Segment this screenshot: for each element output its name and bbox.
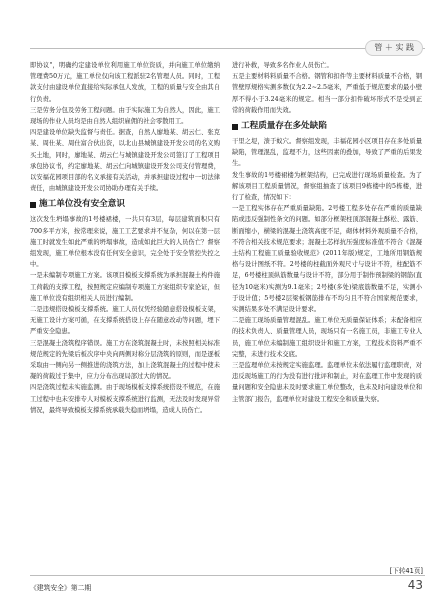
section-tab: 管 ＋ 实 践 (365, 40, 423, 56)
paragraph: 四是建设单位缺失监督与责任。据查，自然人廖地某、胡云仁、张克某、周仕某、周仕富合伙出资，以北山县城镇建设开发公司的名义购买土地，同时，廖地某、胡云仁与城镇建设开发公司签订了工程项目承包协议书，约定廖地某、胡云仁向城镇建设开发公司支付管理费，以安福花园项目部的名义承接有关活动，并承担建设过程中一切法律责任，由城镇建设开发公司协助办理有关手续。 (30, 129, 220, 193)
continuation-note: [下转41页] (389, 567, 423, 575)
paragraph: 发生事故的1号楼裙楼为框架结构，已完成进行现场质量检查。为了解该项目工程质量情况，督察组抽查了该项目9栋楼中的5栋楼，进行了检查，情况如下： (232, 171, 422, 202)
paragraph: 进行补救，导致多名作业人员伤亡。 (232, 62, 333, 69)
page-number: 43 (407, 578, 423, 592)
paragraph: 二是违规搭设模板支撑系统。施工人员仅凭经验随意搭设模板支架，无施工设计方案可循，在支撑系统搭设上存在随意改动等问题，埋下严重安全隐患。 (30, 306, 220, 336)
section-heading (30, 198, 220, 211)
paragraph: 一是未编制专项施工方案。该项目模板支撑系统为承担混凝土构件施工荷载的支撑工程，按照规定应编制专项施工方案组织专家论证，但施工单位没有组织相关人员进行编制。 (30, 272, 220, 302)
paragraph: 即协议"，明确约定建设单位利用施工单位资质，并向施工单位缴纳管理费50万元，施工单位仅向该工程派驻2名管理人员。同时，工程款支付由建设单位直接给实际承包人发放，工程的质量与安全由其自行负责。 (30, 62, 220, 103)
square-bullet-icon (232, 124, 238, 130)
paragraph: 干里之堤，溃于蚁穴。督察组发现，丰福花园小区项目存在多处质量缺陷，管理混乱，监理不力，这些因素的叠加，导致了严重的后果发生。 (232, 138, 422, 168)
right-column (232, 60, 422, 405)
paragraph: 三是监理单位未按规定实施监理。监理单位未依法履行监理职责，对违反现场施工的行为没有进行批评和制止，对在监理工作中发现的质量问题和安全隐患未及时要求施工单位整改，也未及时向建设单位和主管部门报告，监理单位对建设工程安全和质量失察。 (232, 362, 422, 403)
paragraph: 一是工程实体存在严重质量缺陷。2号楼工程多处存在严重的质量缺陷或违反强制性条文的问题。如部分框架柱顶部混凝土酥松、露筋、断面缩小，横梁的混凝土浇筑高度不足，砌体材料外观质量不合格，不符合相关技术规范要求；混凝土芯样抗压强度标准值不符合《混凝土结构工程施工质量验收规范》(2011年版)规定，工地所用钢筋规格与设计图纸不符。2号楼的柱截面外观尺寸与设计不符，柱配筋不足，6号楼柱顶纵筋数量与设计不符，部分用于制作预制梁的钢筋(直径为10毫米)实测为9.1毫米；2号楼(多处)梁底筋数量不足，实测小于设计值；5号楼2层梁板钢筋排布不均匀且不符合国家规范要求，实测结果多处不满足设计要求。 (232, 205, 422, 314)
footer-rule (30, 575, 425, 576)
section-heading-text: 工程质量存在多处缺陷 (241, 121, 327, 132)
section-heading (232, 120, 422, 133)
paragraph: 五是主要材料料质量不合格。钢管和扣件等主要材料质量不合格，钢管壁厚规格实测多数仅为2.2~2.5毫米，严重低于规范要求的最小壁厚不得小于3.24毫米的规定。相当一部分扣件破坏形式不是受到正常的荷载作用而失效。 (232, 73, 422, 114)
paragraph: 三是混凝土浇筑程序错误。施工方在浇筑混凝土时，未按照相关标准规范规定的先梁后板次序中央向两侧对称分层浇筑的原则，而是逐板采取由一侧向另一侧推进的浇筑方法，加上浇筑混凝土的过程中使未凝的荷载过于集中，应力分布出现局部过大的情况。 (30, 339, 220, 381)
journal-name: 《建筑安全》第二期 (30, 584, 92, 592)
paragraph: 三是劳务分包及劳务工程问题。由于实际施工为自然人，因此，施工现场的作业人员均是由自然人组织雇佣的社会零散用工。 (30, 106, 220, 126)
paragraph: 二是施工现场质量管理混乱。施工单位无质量保证体系；未配备相应的技术负责人、质量管理人员，现场只有一名施工员，非施工专业人员，施工单位未编制施工组织设计和施工方案，工程技术资料严重不完整，未进行技术交底。 (232, 317, 422, 358)
square-bullet-icon (30, 202, 36, 208)
section-heading-text: 施工单位没有安全意识 (39, 199, 125, 210)
left-column (30, 60, 220, 416)
paragraph: 四是浇筑过程未实施监测。由于现场模板支撑系统搭设不规范，在施工过程中也未安排专人对模板支撑系统进行监测，无法及时发现异常情况，最终导致模板支撑系统承载失稳而坍塌，造成人员伤亡。 (30, 384, 220, 414)
paragraph: 这次发生坍塌事故的1号楼裙楼，一共只有3层，每层建筑面积只有700多平方米，按常理来说，施工工艺要求并不复杂，何以在第一层施工时就发生如此严重的坍塌事故，造成如此巨大的人员伤亡？督察组发现，施工单位根本没有任何安全意识，完全处于安全管控失控之中。 (30, 216, 220, 269)
